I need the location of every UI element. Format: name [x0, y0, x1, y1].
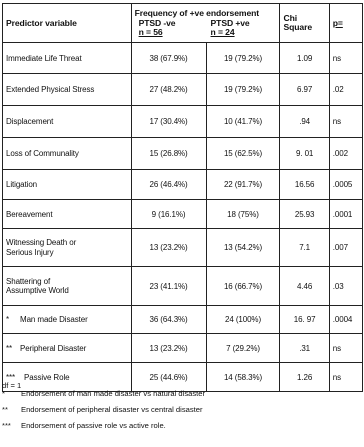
cell-chi-square: .94 [280, 106, 329, 138]
cell-ptsd-neg: 38 (67.9%) [131, 43, 206, 74]
cell-ptsd-neg: 15 (26.8%) [131, 138, 206, 170]
cell-p-value: ns [329, 363, 362, 392]
table-row [3, 306, 363, 334]
header-ptsd-neg-block [135, 19, 205, 38]
cell-chi-square: 1.09 [280, 43, 329, 74]
footnote-3-mark: *** [2, 421, 11, 431]
cell-ptsd-pos: 22 (91.7%) [206, 170, 280, 200]
cell-ptsd-pos: 14 (58.3%) [206, 363, 280, 392]
header-predictor: Predictor variable [3, 4, 132, 43]
footnote-3 [2, 422, 362, 430]
header-p-value: p= [329, 4, 362, 43]
row-label: Displacement [3, 106, 132, 138]
cell-p-value: ns [329, 43, 362, 74]
header-ptsd-pos-block [205, 19, 277, 38]
header-frequency-subcols [135, 19, 277, 38]
cell-ptsd-pos: 13 (54.2%) [206, 229, 280, 267]
header-ptsd-pos-n: n = 24 [210, 27, 235, 37]
cell-ptsd-pos: 7 (29.2%) [206, 334, 280, 363]
cell-ptsd-neg: 9 (16.1%) [131, 200, 206, 229]
cell-p-value: .002 [329, 138, 362, 170]
header-ptsd-neg-n: n = 56 [138, 27, 163, 37]
row-label-line1: Witnessing Death or [6, 238, 77, 247]
cell-chi-square: 1.26 [280, 363, 329, 392]
row-label [3, 306, 132, 334]
cell-ptsd-neg: 25 (44.6%) [131, 363, 206, 392]
header-square: Square [283, 22, 313, 32]
row-label: Litigation [3, 170, 132, 200]
header-ptsd-neg: PTSD -ve [138, 17, 176, 28]
footnote-1-mark: * [2, 389, 5, 399]
cell-ptsd-neg: 36 (64.3%) [131, 306, 206, 334]
header-ptsd-pos: PTSD +ve [210, 17, 250, 28]
cell-ptsd-neg: 26 (46.4%) [131, 170, 206, 200]
row-mark: ** [6, 343, 13, 353]
row-label: Loss of Communality [3, 138, 132, 170]
cell-chi-square: .31 [280, 334, 329, 363]
table-header-row [3, 4, 363, 43]
cell-ptsd-neg: 17 (30.4%) [131, 106, 206, 138]
row-mark: *** [6, 372, 16, 382]
row-label [3, 267, 132, 306]
cell-ptsd-pos: 15 (62.5%) [206, 138, 280, 170]
cell-chi-square: 7.1 [280, 229, 329, 267]
table-footnotes [2, 382, 362, 431]
row-label-line2: Serious Injury [6, 247, 54, 257]
table-row [3, 267, 363, 306]
table-row [3, 74, 363, 106]
footnote-2-mark: ** [2, 404, 8, 414]
table-row [3, 334, 363, 363]
header-frequency [131, 4, 280, 43]
cell-ptsd-pos: 18 (75%) [206, 200, 280, 229]
row-label-text: Peripheral Disaster [20, 343, 87, 353]
cell-p-value: ns [329, 334, 362, 363]
row-label-line1: Shattering of [6, 276, 51, 286]
table-row [3, 229, 363, 267]
table-row [3, 200, 363, 229]
row-label-text: Passive Role [24, 372, 70, 382]
cell-p-value: ns [329, 106, 362, 138]
row-mark: * [6, 315, 10, 324]
cell-chi-square: 16.56 [280, 170, 329, 200]
cell-p-value: .0005 [329, 170, 362, 200]
header-chi-square [280, 4, 329, 43]
cell-ptsd-pos: 10 (41.7%) [206, 106, 280, 138]
cell-ptsd-pos: 19 (79.2%) [206, 43, 280, 74]
cell-ptsd-pos: 16 (66.7%) [206, 267, 280, 306]
table-row [3, 138, 363, 170]
row-label: Immediate Life Threat [3, 43, 132, 74]
footnote-2 [2, 406, 362, 414]
row-label: Bereavement [3, 200, 132, 229]
predictor-table [2, 3, 363, 392]
footnote-df: df = 1 [2, 381, 22, 390]
cell-ptsd-neg: 27 (48.2%) [131, 74, 206, 106]
table-row [3, 170, 363, 200]
row-label-line2: Assumptive World [6, 286, 69, 295]
cell-p-value: .0001 [329, 200, 362, 229]
footnote-1-text: Endorsement of man made disaster vs natural disaster [21, 389, 206, 399]
cell-ptsd-neg: 13 (23.2%) [131, 229, 206, 267]
cell-chi-square: 4.46 [280, 267, 329, 306]
row-label [3, 334, 132, 363]
footnote-2-text: Endorsement of peripheral disaster vs central disaster [21, 404, 203, 414]
header-frequency-title: Frequency of +ve endorsement [134, 7, 260, 18]
footnote-3-text: Endorsement of passive role vs active role. [21, 421, 166, 431]
table-row [3, 43, 363, 74]
cell-chi-square: 9. 01 [280, 138, 329, 170]
header-chi: Chi [283, 12, 298, 23]
row-label: Extended Physical Stress [3, 74, 132, 106]
cell-chi-square: 25.93 [280, 200, 329, 229]
cell-ptsd-pos: 24 (100%) [206, 306, 280, 334]
cell-p-value: .02 [329, 74, 362, 106]
footnote-1 [2, 390, 362, 398]
cell-p-value: .007 [329, 229, 362, 267]
cell-p-value: .0004 [329, 306, 362, 334]
row-label-text: Man made Disaster [20, 315, 88, 324]
cell-p-value: .03 [329, 267, 362, 306]
row-label [3, 229, 132, 267]
cell-chi-square: 16. 97 [280, 306, 329, 334]
cell-ptsd-neg: 23 (41.1%) [131, 267, 206, 306]
cell-ptsd-pos: 19 (79.2%) [206, 74, 280, 106]
cell-ptsd-neg: 13 (23.2%) [131, 334, 206, 363]
table-row [3, 106, 363, 138]
cell-chi-square: 6.97 [280, 74, 329, 106]
